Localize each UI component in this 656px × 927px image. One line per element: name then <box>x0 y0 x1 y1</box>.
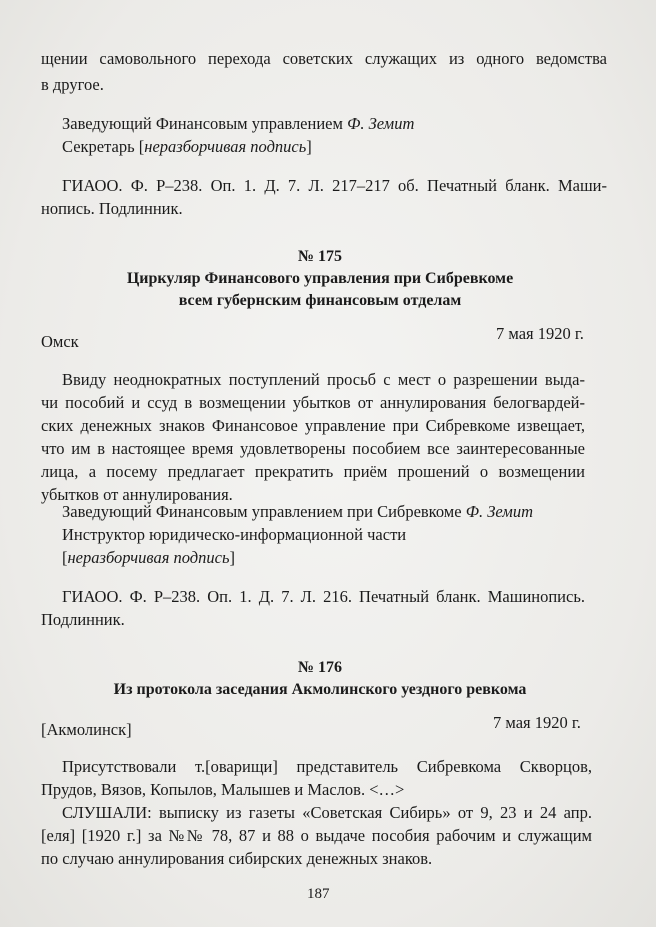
body-line: лица, а посему предлагает прекратить приём прошений о возмещении <box>41 462 585 481</box>
page-number: 187 <box>307 886 330 902</box>
document-place: Омск <box>41 332 79 351</box>
body-line: чи пособий и ссуд в возмещении убытков от аннулирования белогвардей- <box>41 393 585 412</box>
body-line: убытков от аннулирования. <box>41 485 233 504</box>
body-line: Прудов, Вязов, Копылов, Малышев и Маслов. <…> <box>41 780 405 799</box>
body-line: СЛУШАЛИ: выписку из газеты «Советская Сибирь» от 9, 23 и 24 апр. <box>62 803 592 822</box>
document-date: 7 мая 1920 г. <box>496 324 584 343</box>
illegible-signature-note: неразборчивая подпись <box>67 548 230 567</box>
signature-secretary: Секретарь [неразборчивая подпись] <box>62 137 312 156</box>
body-line: ских денежных знаков Финансовое управление при Сибревкоме извещает, <box>41 416 585 435</box>
paragraph-line: в другое. <box>41 75 104 94</box>
archive-reference-line: Подлинник. <box>41 610 125 629</box>
body-line: Ввиду неоднократных поступлений просьб с мест о разрешении выда- <box>62 370 585 389</box>
body-line: [еля] [1920 г.] за №№ 78, 87 и 88 о выдаче пособия рабочим и служащим <box>41 826 592 845</box>
body-line: что им в настоящее время удовлетворены пособием все заинтересованные <box>41 439 585 458</box>
archive-reference-line: нопись. Подлинник. <box>41 199 183 218</box>
document-title: Из протокола заседания Акмолинского уездного ревкома <box>113 681 527 698</box>
signature-head: Заведующий Финансовым управлением Ф. Земит <box>62 114 415 133</box>
signature-name: Ф. Земит <box>347 114 415 133</box>
archive-reference-line: ГИАОО. Ф. Р–238. Оп. 1. Д. 7. Л. 217–217 об. Печатный бланк. Маши- <box>62 176 607 195</box>
signature-instructor: Инструктор юридическо-информационной части <box>62 525 407 544</box>
document-number: № 175 <box>297 248 343 265</box>
archive-reference-line: ГИАОО. Ф. Р–238. Оп. 1. Д. 7. Л. 216. Печатный бланк. Машинопись. <box>62 587 585 606</box>
paragraph-line: щении самовольного перехода советских служащих из одного ведомства <box>41 49 607 68</box>
illegible-signature-note: неразборчивая подпись <box>144 137 307 156</box>
document-title-line: всем губернским финансовым отделам <box>178 292 462 309</box>
signature-head: Заведующий Финансовым управлением при Сибревкоме Ф. Земит <box>62 502 533 521</box>
signature-name: Ф. Земит <box>465 502 533 521</box>
document-date: 7 мая 1920 г. <box>493 713 581 732</box>
document-place: [Акмолинск] <box>41 720 132 739</box>
document-title-line: Циркуляр Финансового управления при Сибревкоме <box>126 270 514 287</box>
signature-note: [неразборчивая подпись] <box>62 548 235 567</box>
body-line: Присутствовали т.[оварищи] представитель Сибревкома Скворцов, <box>62 757 592 776</box>
document-number: № 176 <box>297 659 343 676</box>
body-line: по случаю аннулирования сибирских денежных знаков. <box>41 849 433 868</box>
